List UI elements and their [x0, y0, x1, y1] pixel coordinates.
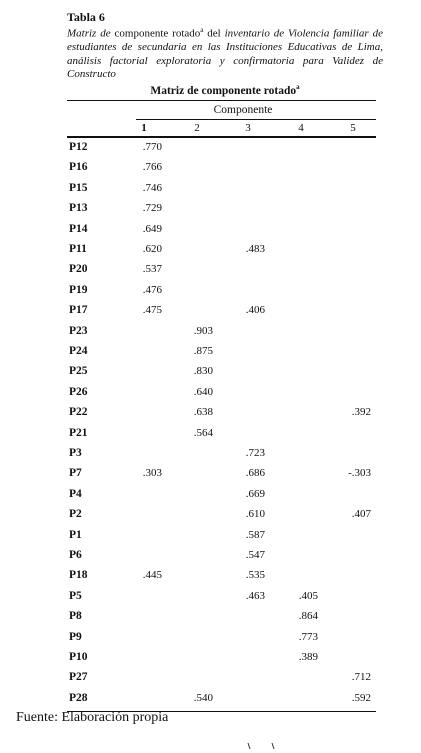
table-row	[0, 243, 421, 263]
table-row	[0, 549, 421, 569]
item-label: P10	[69, 651, 88, 663]
loading-cell: .540	[193, 691, 213, 704]
table-row	[0, 284, 421, 304]
loading-cell: .535	[245, 569, 265, 582]
loading-cell: .405	[298, 589, 318, 602]
item-label: P18	[69, 569, 88, 582]
column-header-1: 1	[141, 122, 147, 134]
loading-cell: .483	[245, 243, 265, 255]
caption-part: Matriz de	[67, 27, 115, 40]
loading-cell: .620	[142, 243, 162, 255]
loading-cell: .669	[245, 487, 265, 500]
table-row	[0, 386, 421, 406]
loading-cell: .746	[142, 181, 162, 194]
source-footer: Fuente: Elaboración propia	[16, 710, 169, 725]
table-row	[0, 427, 421, 447]
table-row	[0, 365, 421, 385]
loading-cell: .903	[193, 324, 213, 337]
loading-cell: .770	[142, 141, 162, 153]
item-label: P4	[69, 487, 82, 500]
table-label: Tabla 6	[67, 10, 105, 24]
loading-cell: .638	[193, 406, 213, 419]
loading-cell: .587	[245, 528, 265, 541]
table-row	[0, 671, 421, 691]
loading-cell: -.303	[348, 467, 371, 480]
caption-part: a	[200, 26, 204, 34]
item-label: P21	[69, 426, 88, 439]
loading-cell: .476	[142, 283, 162, 296]
header-rule	[67, 136, 376, 138]
component-header: Componente	[213, 104, 273, 116]
loading-cell: .445	[142, 569, 162, 582]
loading-cell: .475	[142, 304, 162, 317]
loading-cell: .547	[245, 549, 265, 561]
loading-cell: .686	[245, 467, 265, 480]
item-label: P3	[69, 447, 82, 459]
table-row	[0, 447, 421, 467]
item-label: P27	[69, 671, 88, 684]
loading-cell: .463	[245, 589, 265, 602]
item-label: P14	[69, 222, 88, 235]
loading-cell: .864	[298, 610, 318, 623]
loading-cell: .389	[298, 651, 318, 663]
table-row	[0, 692, 421, 712]
page-number-fragment	[246, 742, 276, 750]
loading-cell: .406	[245, 304, 265, 317]
item-label: P11	[69, 243, 87, 255]
matrix-title-superscript: a	[296, 83, 300, 91]
loading-cell: .766	[142, 161, 162, 174]
item-label: P24	[69, 345, 88, 357]
table-top-rule	[67, 100, 376, 101]
item-label: P12	[69, 141, 88, 153]
item-label: P5	[69, 589, 82, 602]
loading-cell: .537	[142, 263, 162, 276]
item-label: P16	[69, 161, 88, 174]
loading-cell: .610	[245, 508, 265, 521]
item-label: P8	[69, 610, 82, 623]
table-row	[0, 610, 421, 630]
table-row	[0, 263, 421, 283]
column-header-5: 5	[350, 122, 356, 134]
item-label: P19	[69, 283, 88, 296]
item-label: P25	[69, 365, 88, 378]
loading-cell: .392	[351, 406, 371, 419]
table-row	[0, 569, 421, 589]
table-row	[0, 304, 421, 324]
table-row	[0, 406, 421, 426]
loading-cell: .875	[193, 345, 213, 357]
table-row	[0, 590, 421, 610]
item-label: P26	[69, 385, 88, 398]
item-label: P1	[69, 528, 82, 541]
caption-part: del	[203, 27, 225, 40]
item-label: P23	[69, 324, 88, 337]
table-row	[0, 467, 421, 487]
component-rule	[136, 119, 376, 120]
item-label: P13	[69, 202, 88, 215]
column-header-4: 4	[298, 122, 304, 134]
column-header-2: 2	[194, 122, 200, 134]
table-row	[0, 223, 421, 243]
table-row	[0, 508, 421, 528]
item-label: P28	[69, 691, 88, 704]
matrix-title: Matriz de componente rotado$^a$	[150, 83, 300, 97]
loading-cell: .640	[193, 385, 213, 398]
table-row	[0, 651, 421, 671]
caption-part: componente rotado	[114, 27, 201, 40]
table-row	[0, 345, 421, 365]
table-row	[0, 529, 421, 549]
item-label: P22	[69, 406, 88, 419]
loading-cell: .407	[351, 508, 371, 521]
item-label: P9	[69, 630, 82, 643]
loading-cell: .773	[298, 630, 318, 643]
item-label: P17	[69, 304, 88, 317]
loading-cell: .303	[142, 467, 162, 480]
table-row	[0, 161, 421, 181]
table-caption	[67, 24, 383, 82]
table-row	[0, 325, 421, 345]
table-row	[0, 202, 421, 222]
loading-cell: .712	[351, 671, 371, 684]
column-header-3: 3	[245, 122, 251, 134]
item-label: P2	[69, 508, 82, 521]
caption-part: inventario de Violencia familiar de estudiantes de secundaria en las Instituciones Educativas de Lima, análisis factorial exploratoria y confirmatoria para Validez de Constructo	[67, 27, 383, 81]
loading-cell: .564	[193, 426, 213, 439]
loading-cell: .729	[142, 202, 162, 215]
loading-cell: .723	[245, 447, 265, 459]
item-label: P6	[69, 549, 82, 561]
item-label: P15	[69, 181, 88, 194]
table-row	[0, 488, 421, 508]
loading-cell: .592	[351, 691, 371, 704]
table-row	[0, 141, 421, 161]
loading-cell: .649	[142, 222, 162, 235]
item-label: P20	[69, 263, 88, 276]
item-label: P7	[69, 467, 82, 480]
table-row	[0, 182, 421, 202]
loading-cell: .830	[193, 365, 213, 378]
table-row	[0, 631, 421, 651]
